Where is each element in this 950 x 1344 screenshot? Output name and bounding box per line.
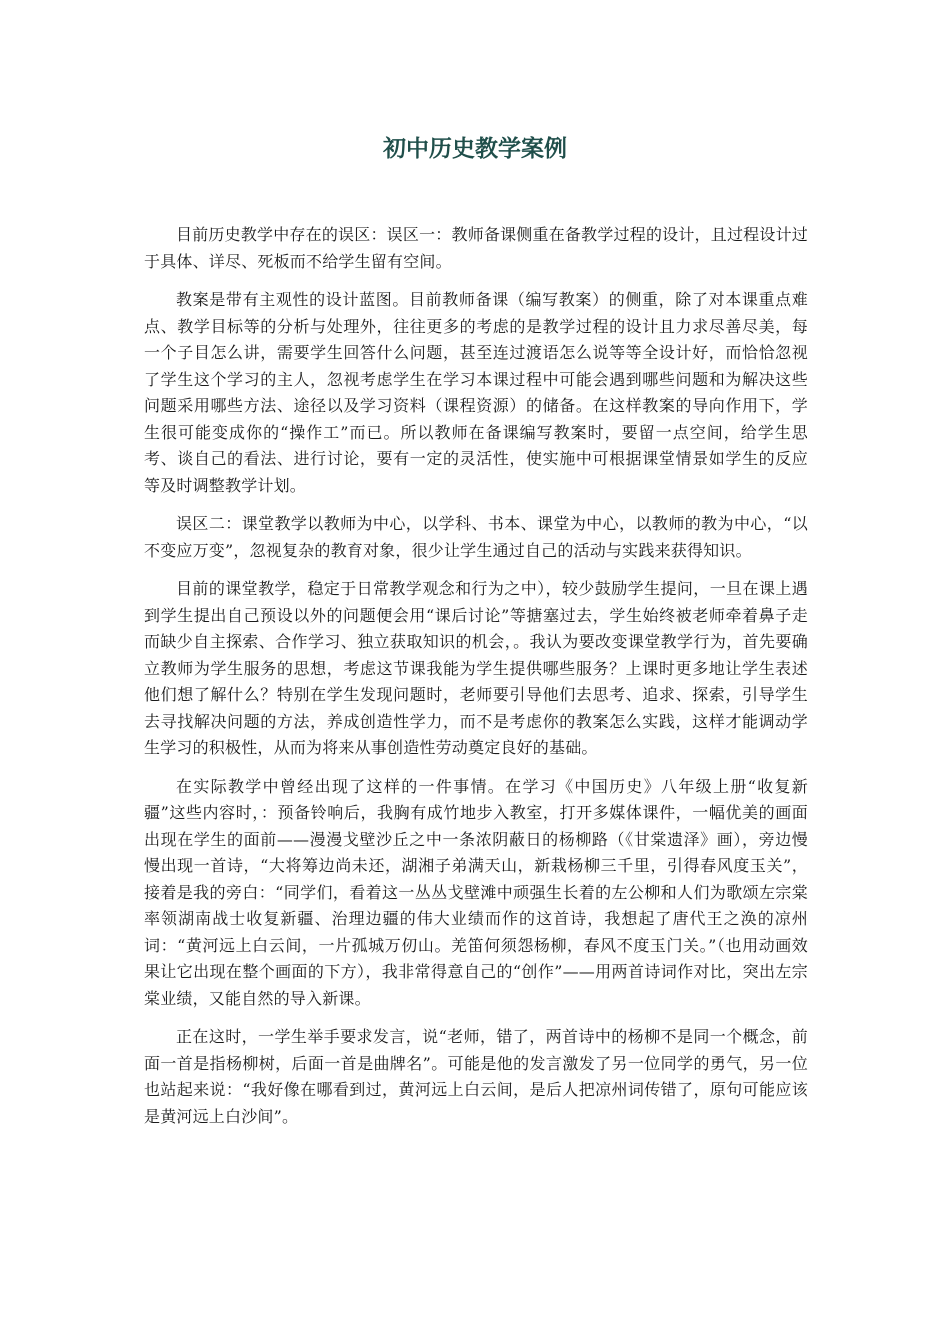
paragraph-student-question: 正在这时，一学生举手要求发言，说“老师，错了，两首诗中的杨柳不是同一个概念，前面一首是指杨柳树，后面一首是曲牌名”。可能是他的发言激发了另一位同学的勇气，另一位也站起来说：“我好像在哪看到过，黄河远上白云间，是后人把凉州词传错了，原句可能应该是黄河远上白沙间”。 (144, 1027, 808, 1126)
document-body (144, 222, 808, 1142)
paragraph-lesson-plan: 教案是带有主观性的设计蓝图。目前教师备课（编写教案）的侧重，除了对本课重点难点、教学目标等的分析与处理外，往往更多的考虑的是教学过程的设计且力求尽善尽美，每一个子目怎么讲，需要学生回答什么问题，甚至连过渡语怎么说等等全设计好，而恰恰忽视了学生这个学习的主人，忽视考虑学生在学习本课过程中可能会遇到哪些问题和为解决这些问题采用哪些方法、途径以及学习资料（课程资源）的储备。在这样教案的导向作用下，学生很可能变成你的“操作工”而已。所以教师在备课编写教案时，要留一点空间，给学生思考、谈自己的看法、进行讨论，要有一定的灵活性，使实施中可根据课堂情景如学生的反应等及时调整教学计划。 (144, 290, 808, 495)
paragraph-misconception-one: 目前历史教学中存在的误区：误区一：教师备课侧重在备教学过程的设计，且过程设计过于具体、详尽、死板而不给学生留有空间。 (144, 225, 808, 271)
paragraph-teaching-case: 在实际教学中曾经出现了这样的一件事情。在学习《中国历史》八年级上册“收复新疆”这些内容时，：预备铃响后，我胸有成竹地步入教室，打开多媒体课件，一幅优美的画面出现在学生的面前——漫漫戈壁沙丘之中一条浓阴蔽日的杨柳路（《甘棠遗泽》画），旁边慢慢出现一首诗，“大将筹边尚未还，湖湘子弟满天山，新栽杨柳三千里，引得春风度玉关”，接着是我的旁白：“同学们，看着这一丛丛戈壁滩中顽强生长着的左公柳和人们为歌颂左宗棠率领湖南战士收复新疆、治理边疆的伟大业绩而作的这首诗，我想起了唐代王之涣的凉州词：“黄河远上白云间，一片孤城万仞山。羌笛何须怨杨柳，春风不度玉门关。”（也用动画效果让它出现在整个画面的下方），我非常得意自己的“创作”——用两首诗词作对比，突出左宗棠业绩，又能自然的导入新课。 (144, 776, 808, 1008)
paragraph-classroom-teaching: 目前的课堂教学，稳定于日常教学观念和行为之中），较少鼓励学生提问，一旦在课上遇到学生提出自己预设以外的问题便会用“课后讨论”等搪塞过去，学生始终被老师牵着鼻子走而缺少自主探索、合作学习、独立获取知识的机会，。我认为要改变课堂教学行为，首先要确立教师为学生服务的思想，考虑这节课我能为学生提供哪些服务？上课时更多地让学生表述他们想了解什么？特别在学生发现问题时，老师要引导他们去思考、追求、探索，引导学生去寻找解决问题的方法，养成创造性学力，而不是考虑你的教案怎么实践，这样才能调动学生学习的积极性，从而为将来从事创造性劳动奠定良好的基础。 (144, 579, 808, 757)
document-title: 初中历史教学案例 (383, 135, 567, 162)
paragraph-misconception-two: 误区二：课堂教学以教师为中心，以学科、书本、课堂为中心，以教师的教为中心，“以不变应万变”，忽视复杂的教育对象，很少让学生通过自己的活动与实践来获得知识。 (144, 514, 808, 560)
